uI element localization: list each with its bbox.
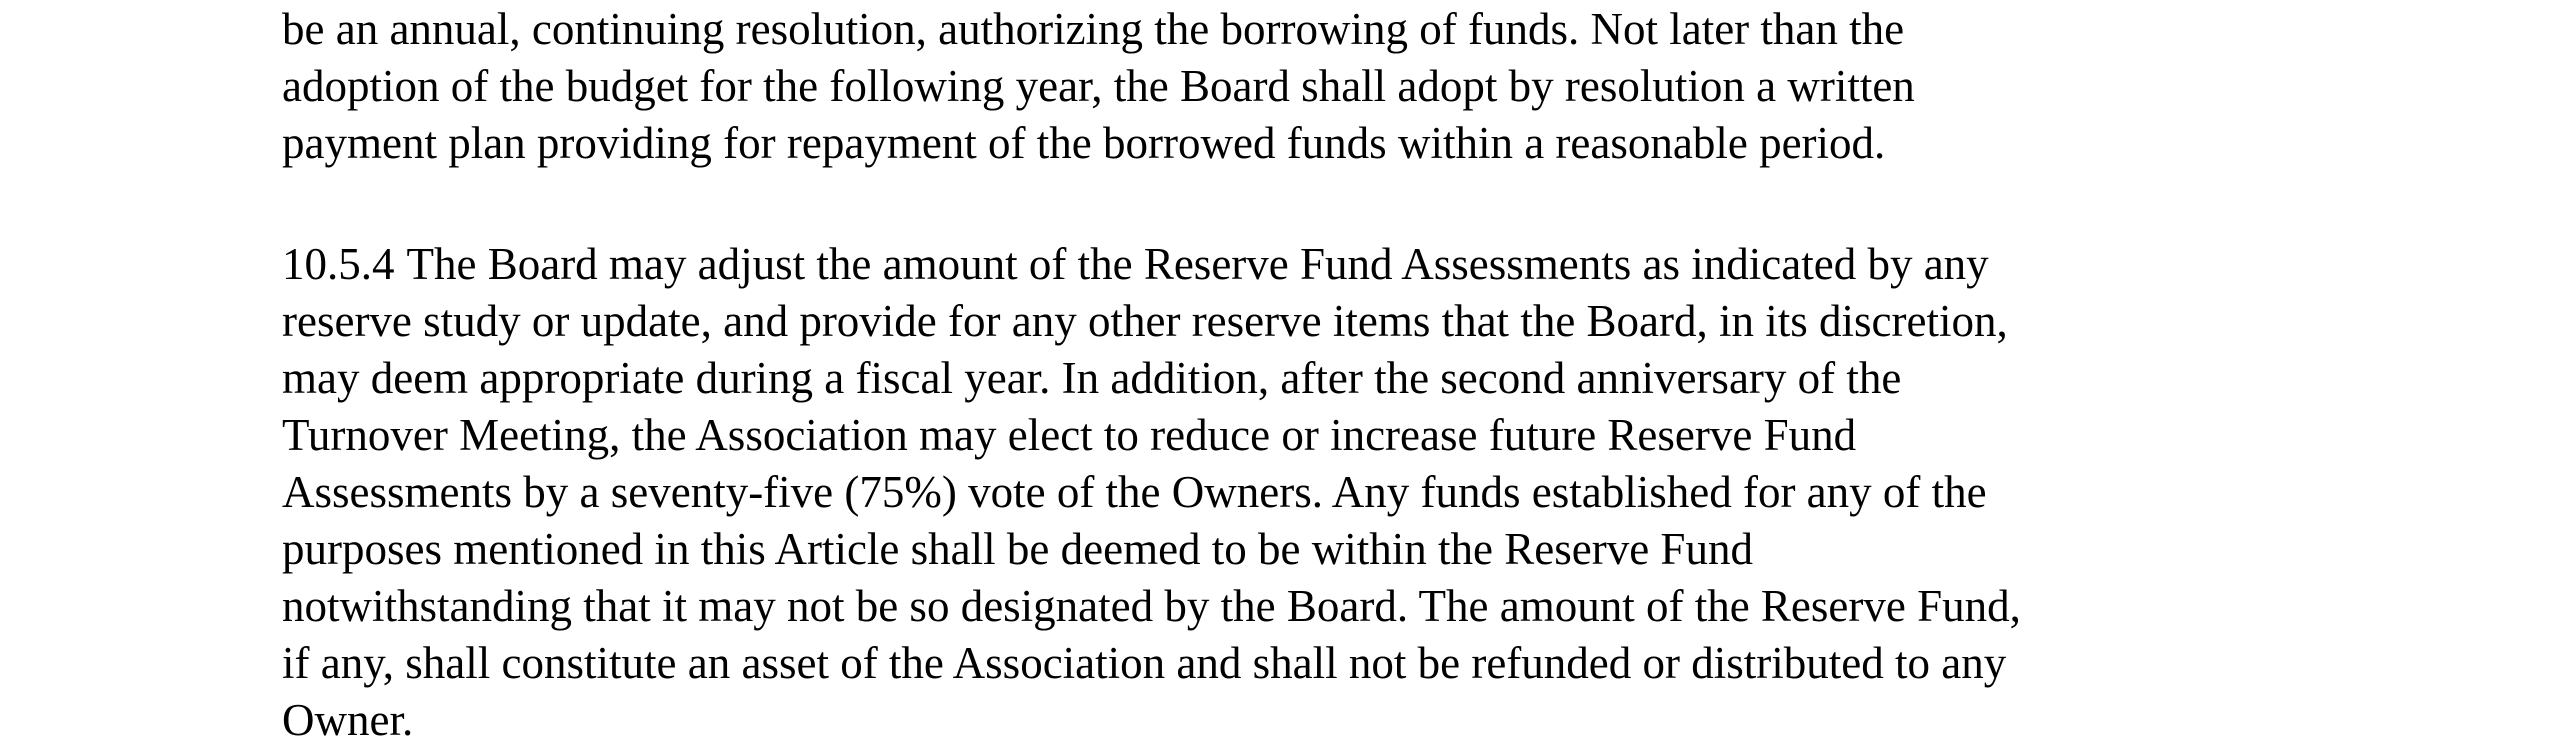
section-10-5-4-paragraph	[282, 236, 2021, 749]
text-line: may deem appropriate during a fiscal year. In addition, after the second anniversary of the	[282, 353, 1902, 403]
text-line: reserve study or update, and provide for any other reserve items that the Board, in its discretion,	[282, 296, 2008, 346]
text-line-first	[282, 236, 2021, 293]
section-first-line-text: The Board may adjust the amount of the Reserve Fund Assessments as indicated by any	[406, 239, 1989, 289]
text-line: Assessments by a seventy-five (75%) vote of the Owners. Any funds established for any of the	[282, 467, 1987, 517]
text-line: adoption of the budget for the following year, the Board shall adopt by resolution a written	[282, 61, 1915, 111]
section-number: 10.5.4	[282, 239, 395, 289]
text-line: be an annual, continuing resolution, authorizing the borrowing of funds. Not later than the	[282, 4, 1905, 54]
text-line: payment plan providing for repayment of the borrowed funds within a reasonable period.	[282, 118, 1886, 168]
text-line: Owner.	[282, 695, 414, 745]
text-line: if any, shall constitute an asset of the Association and shall not be refunded or distributed to any	[282, 638, 2007, 688]
text-line: notwithstanding that it may not be so designated by the Board. The amount of the Reserve Fund,	[282, 581, 2021, 631]
text-line: purposes mentioned in this Article shall be deemed to be within the Reserve Fund	[282, 524, 1753, 574]
paragraph-continuation	[282, 1, 1915, 172]
text-line: Turnover Meeting, the Association may elect to reduce or increase future Reserve Fund	[282, 410, 1857, 460]
